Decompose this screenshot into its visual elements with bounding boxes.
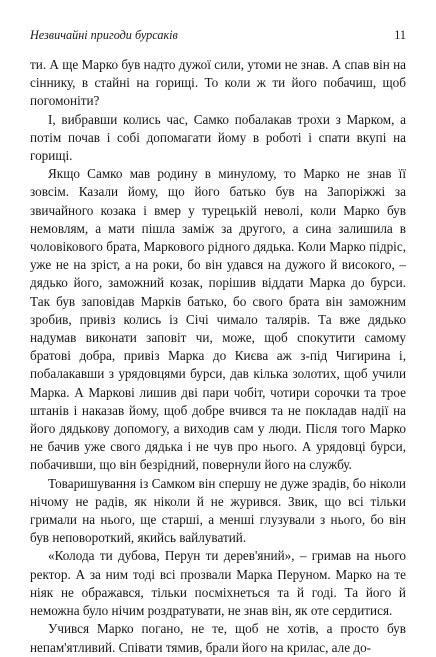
paragraph: ти. А ще Марко був надто дужої сили, утоми не знав. А спав він на сіннику, в стайні на горищі. То коли ж ти його побачиш, щоб погомоніти? <box>30 57 407 109</box>
page-number: 11 <box>394 28 406 42</box>
body-text <box>30 56 406 657</box>
paragraph: Товаришування із Самком він спершу не дуже зрадів, бо ніколи нічому не радів, як ніколи й не журився. Звик, що всі тільки гримали на нього, ще старші, а менші глузували з нього, бо він був неповороткий, якийсь вайлуватий. <box>30 475 406 546</box>
running-header <box>30 28 406 46</box>
paragraph: Якщо Самко мав родину в минулому, то Марко не знав її зовсім. Казали йому, що його батько був на Запоріжжі за звичайного козака і вмер у турецькій неволі, коли Марко був немовлям, а мати пішла заміж за другого, а сина залишила в чоловікового брата, Маркового рідного дядька. Коли Марко підріс, уже не на зріст, а на роки, бо він удався на дужого й високого, – дядько його, заможний козак, порішив віддати Марка до бурси. Так був заповідав Марків батько, бо свого брата він заможним зробив, привіз колись із Січі чимало талярів. Та вже дядько надумав виконати заповіт чи, може, щоб спокутити самому братові добра, привіз Марка до Києва аж з-під Чигирина і, побалакавши з урядовцями бурси, дав кілька золотих, щоб учили Марка. А Маркові лишив дві пари чобіт, чотири сорочки та трое штанів і наказав йому, щоб добре вчився та не покладав надії на його дядькову допомогу, а виходив сам у люди. Після того Марко не бачив уже свого дядька і не чув про нього. А урядовці бурси, побачивши, що він безрідний, повернули його на службу. <box>30 166 406 473</box>
paragraph: І, вибравши колись час, Самко побалакав трохи з Марком, а потім почав і собі допомагати йому в роботі і спати вкупі на горищі. <box>30 111 406 164</box>
paragraph: «Колода ти дубова, Перун ти дерев'яний», – гримав на нього ректор. А за ним тоді всі прозвали Марка Перуном. Марко на те ніяк не ображався, тільки посміхнеться та й годі. Та його й неможна було нічим роздратувати, не знав він, як оте сердитися. <box>30 548 406 619</box>
paragraph: Учився Марко погано, не те, щоб не хотів, а просто був непам'ятливий. Співати тямив, брали його на крилас, але до- <box>30 621 406 655</box>
running-title: Незвичайні пригоди бурсаків <box>30 28 178 42</box>
